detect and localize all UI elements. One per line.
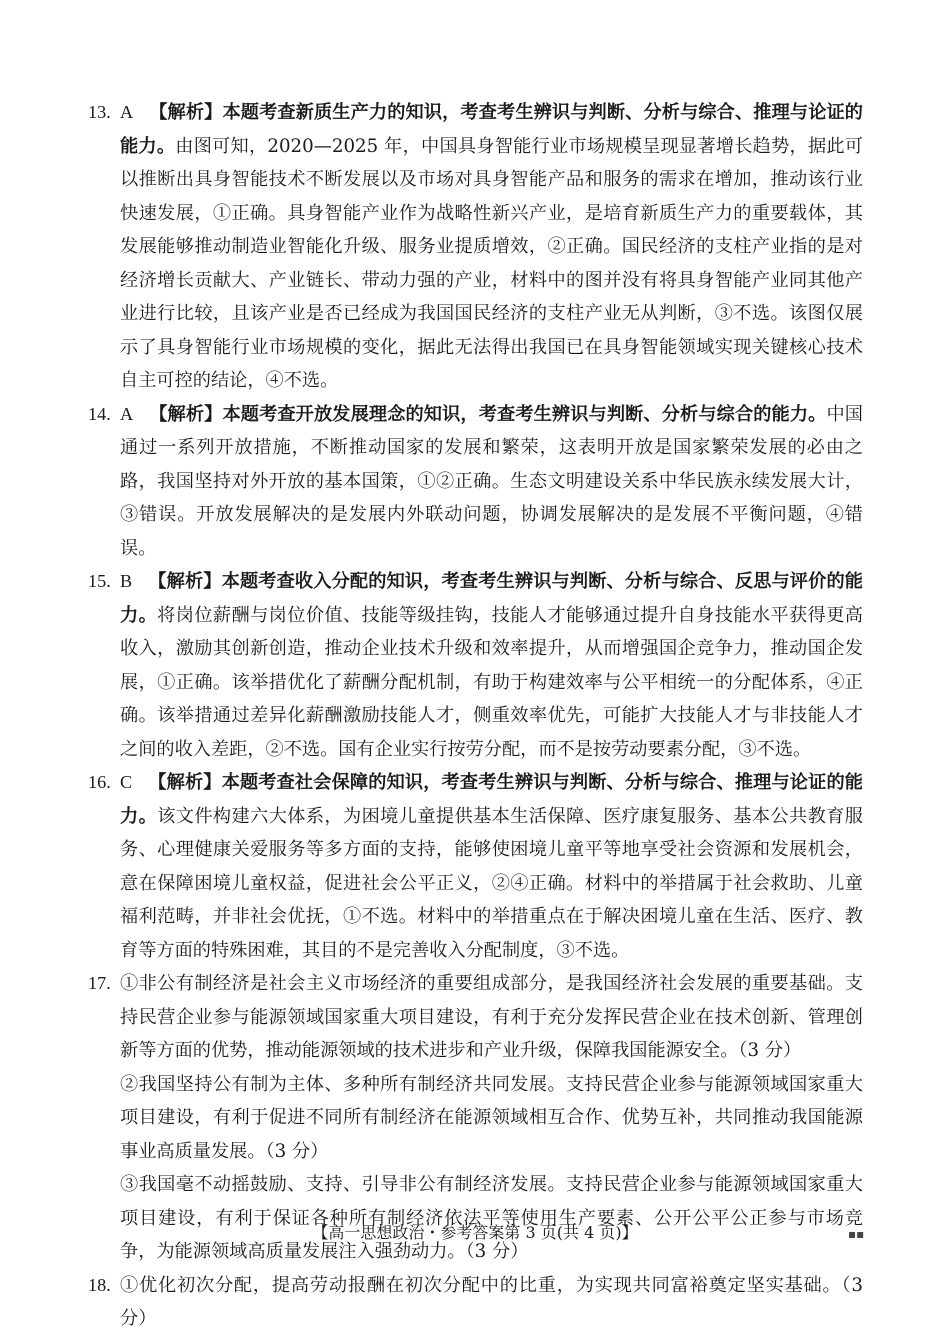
- answer-point-1: ①非公有制经济是社会主义市场经济的重要组成部分，是我国经济社会发展的重要基础。支持民营企业参与能源领域国家重大项目建设，有利于充分发挥民营企业在技术创新、管理创新等方面的优势，推动能源领域的技术进步和产业升级，保障我国能源安全。（3 分）: [120, 973, 863, 1061]
- answer-item-14: [88, 398, 863, 566]
- answer-letter: C: [120, 772, 133, 792]
- analysis-lead: 本题考查收入分配的知识，考查考生辨识与判断、分析与综合、反思与评价的能力。: [120, 571, 863, 626]
- answer-item-18: [88, 1269, 863, 1336]
- analysis-tag: 【解析】: [149, 102, 223, 123]
- answer-letter: B: [120, 571, 133, 591]
- answer-point-2: ②我国坚持公有制为主体、多种所有制经济共同发展。支持民营企业参与能源领域国家重大项目建设，有利于促进不同所有制经济在能源领域相互合作、优势互补，共同推动我国能源事业高质量发展。（3 分）: [120, 1073, 863, 1162]
- answer-point-1: ①优化初次分配，提高劳动报酬在初次分配中的比重，为实现共同富裕奠定坚实基础。（3 分）: [120, 1274, 863, 1329]
- item-number: 13.: [88, 102, 111, 122]
- item-number: 16.: [88, 772, 111, 792]
- item-number: 14.: [88, 403, 111, 424]
- answer-letter: A: [120, 102, 134, 122]
- analysis-tag: 【解析】: [148, 772, 222, 793]
- answer-item-15: [88, 565, 863, 766]
- analysis-body: 由图可知，2020—2025 年，中国具身智能行业市场规模呈现显著增长趋势，据此可以推断出具身智能技术不断发展以及市场对具身智能产品和服务的需求在增加，推动该行业快速发展，①正确。具身智能产业作为战略性新兴产业，是培育新质生产力的重要载体，其发展能够推动制造业智能化升级、服务业提质增效，②正确。国民经济的支柱产业指的是对经济增长贡献大、产业链长、带动力强的产业，材料中的图并没有将具身智能产业同其他产业进行比较，且该产业是否已经成为我国国民经济的支柱产业无从判断，③不选。该图仅展示了具身智能行业市场规模的变化，据此无法得出我国已在具身智能领域实现关键核心技术自主可控的结论，④不选。: [120, 135, 863, 391]
- answer-item-16: [88, 766, 863, 967]
- analysis-tag: 【解析】: [148, 571, 222, 592]
- analysis-lead: 本题考查新质生产力的知识，考查考生辨识与判断、分析与综合、推理与论证的能力。: [120, 102, 863, 157]
- answer-content: [88, 96, 863, 1336]
- footer-mark: ▪▪: [848, 1227, 865, 1241]
- item-number: 15.: [88, 571, 111, 591]
- answer-item-13: [88, 96, 863, 398]
- item-number: 17.: [88, 973, 111, 993]
- page-footer: 【高一思想政治・参考答案第 3 页(共 4 页)】: [312, 1223, 638, 1242]
- answer-point-3: ③我国毫不动摇鼓励、支持、引导非公有制经济发展。支持民营企业参与能源领域国家重大项目建设，有利于保证各种所有制经济依法平等使用生产要素、公开公平公正参与市场竞争，为能源领域高质量发展注入强劲动力。（3 分）: [120, 1174, 863, 1262]
- analysis-lead: 本题考查开放发展理念的知识，考查考生辨识与判断、分析与综合的能力。: [222, 403, 827, 425]
- analysis-body: 中国通过一系列开放措施，不断推动国家的发展和繁荣，这表明开放是国家繁荣发展的必由之路，我国坚持对外开放的基本国策，①②正确。生态文明建设关系中华民族永续发展大计，③错误。开放发展解决的是发展内外联动问题，协调发展解决的是发展不平衡问题，④错误。: [120, 403, 863, 559]
- analysis-tag: 【解析】: [149, 403, 223, 425]
- item-number: 18.: [88, 1274, 111, 1295]
- analysis-body: 该文件构建六大体系，为困境儿童提供基本生活保障、医疗康复服务、基本公共教育服务、心理健康关爱服务等多方面的支持，能够使困境儿童平等地享受社会资源和发展机会，意在保障困境儿童权益，促进社会公平正义，②④正确。材料中的举措属于社会救助、儿童福利范畴，并非社会优抚，①不选。材料中的举措重点在于解决困境儿童在生活、医疗、教育等方面的特殊困难，其目的不是完善收入分配制度，③不选。: [120, 805, 863, 961]
- analysis-lead: 本题考查社会保障的知识，考查考生辨识与判断、分析与综合、推理与论证的能力。: [120, 772, 863, 827]
- answer-letter: A: [120, 403, 134, 424]
- analysis-body: 将岗位薪酬与岗位价值、技能等级挂钩，技能人才能够通过提升自身技能水平获得更高收入，激励其创新创造，推动企业技术升级和效率提升，从而增强国企竞争力，推动国企发展，①正确。该举措优化了薪酬分配机制，有助于构建效率与公平相统一的分配体系，④正确。该举措通过差异化薪酬激励技能人才，侧重效率优先，可能扩大技能人才与非技能人才之间的收入差距，②不选。国有企业实行按劳分配，而不是按劳动要素分配，③不选。: [120, 604, 863, 760]
